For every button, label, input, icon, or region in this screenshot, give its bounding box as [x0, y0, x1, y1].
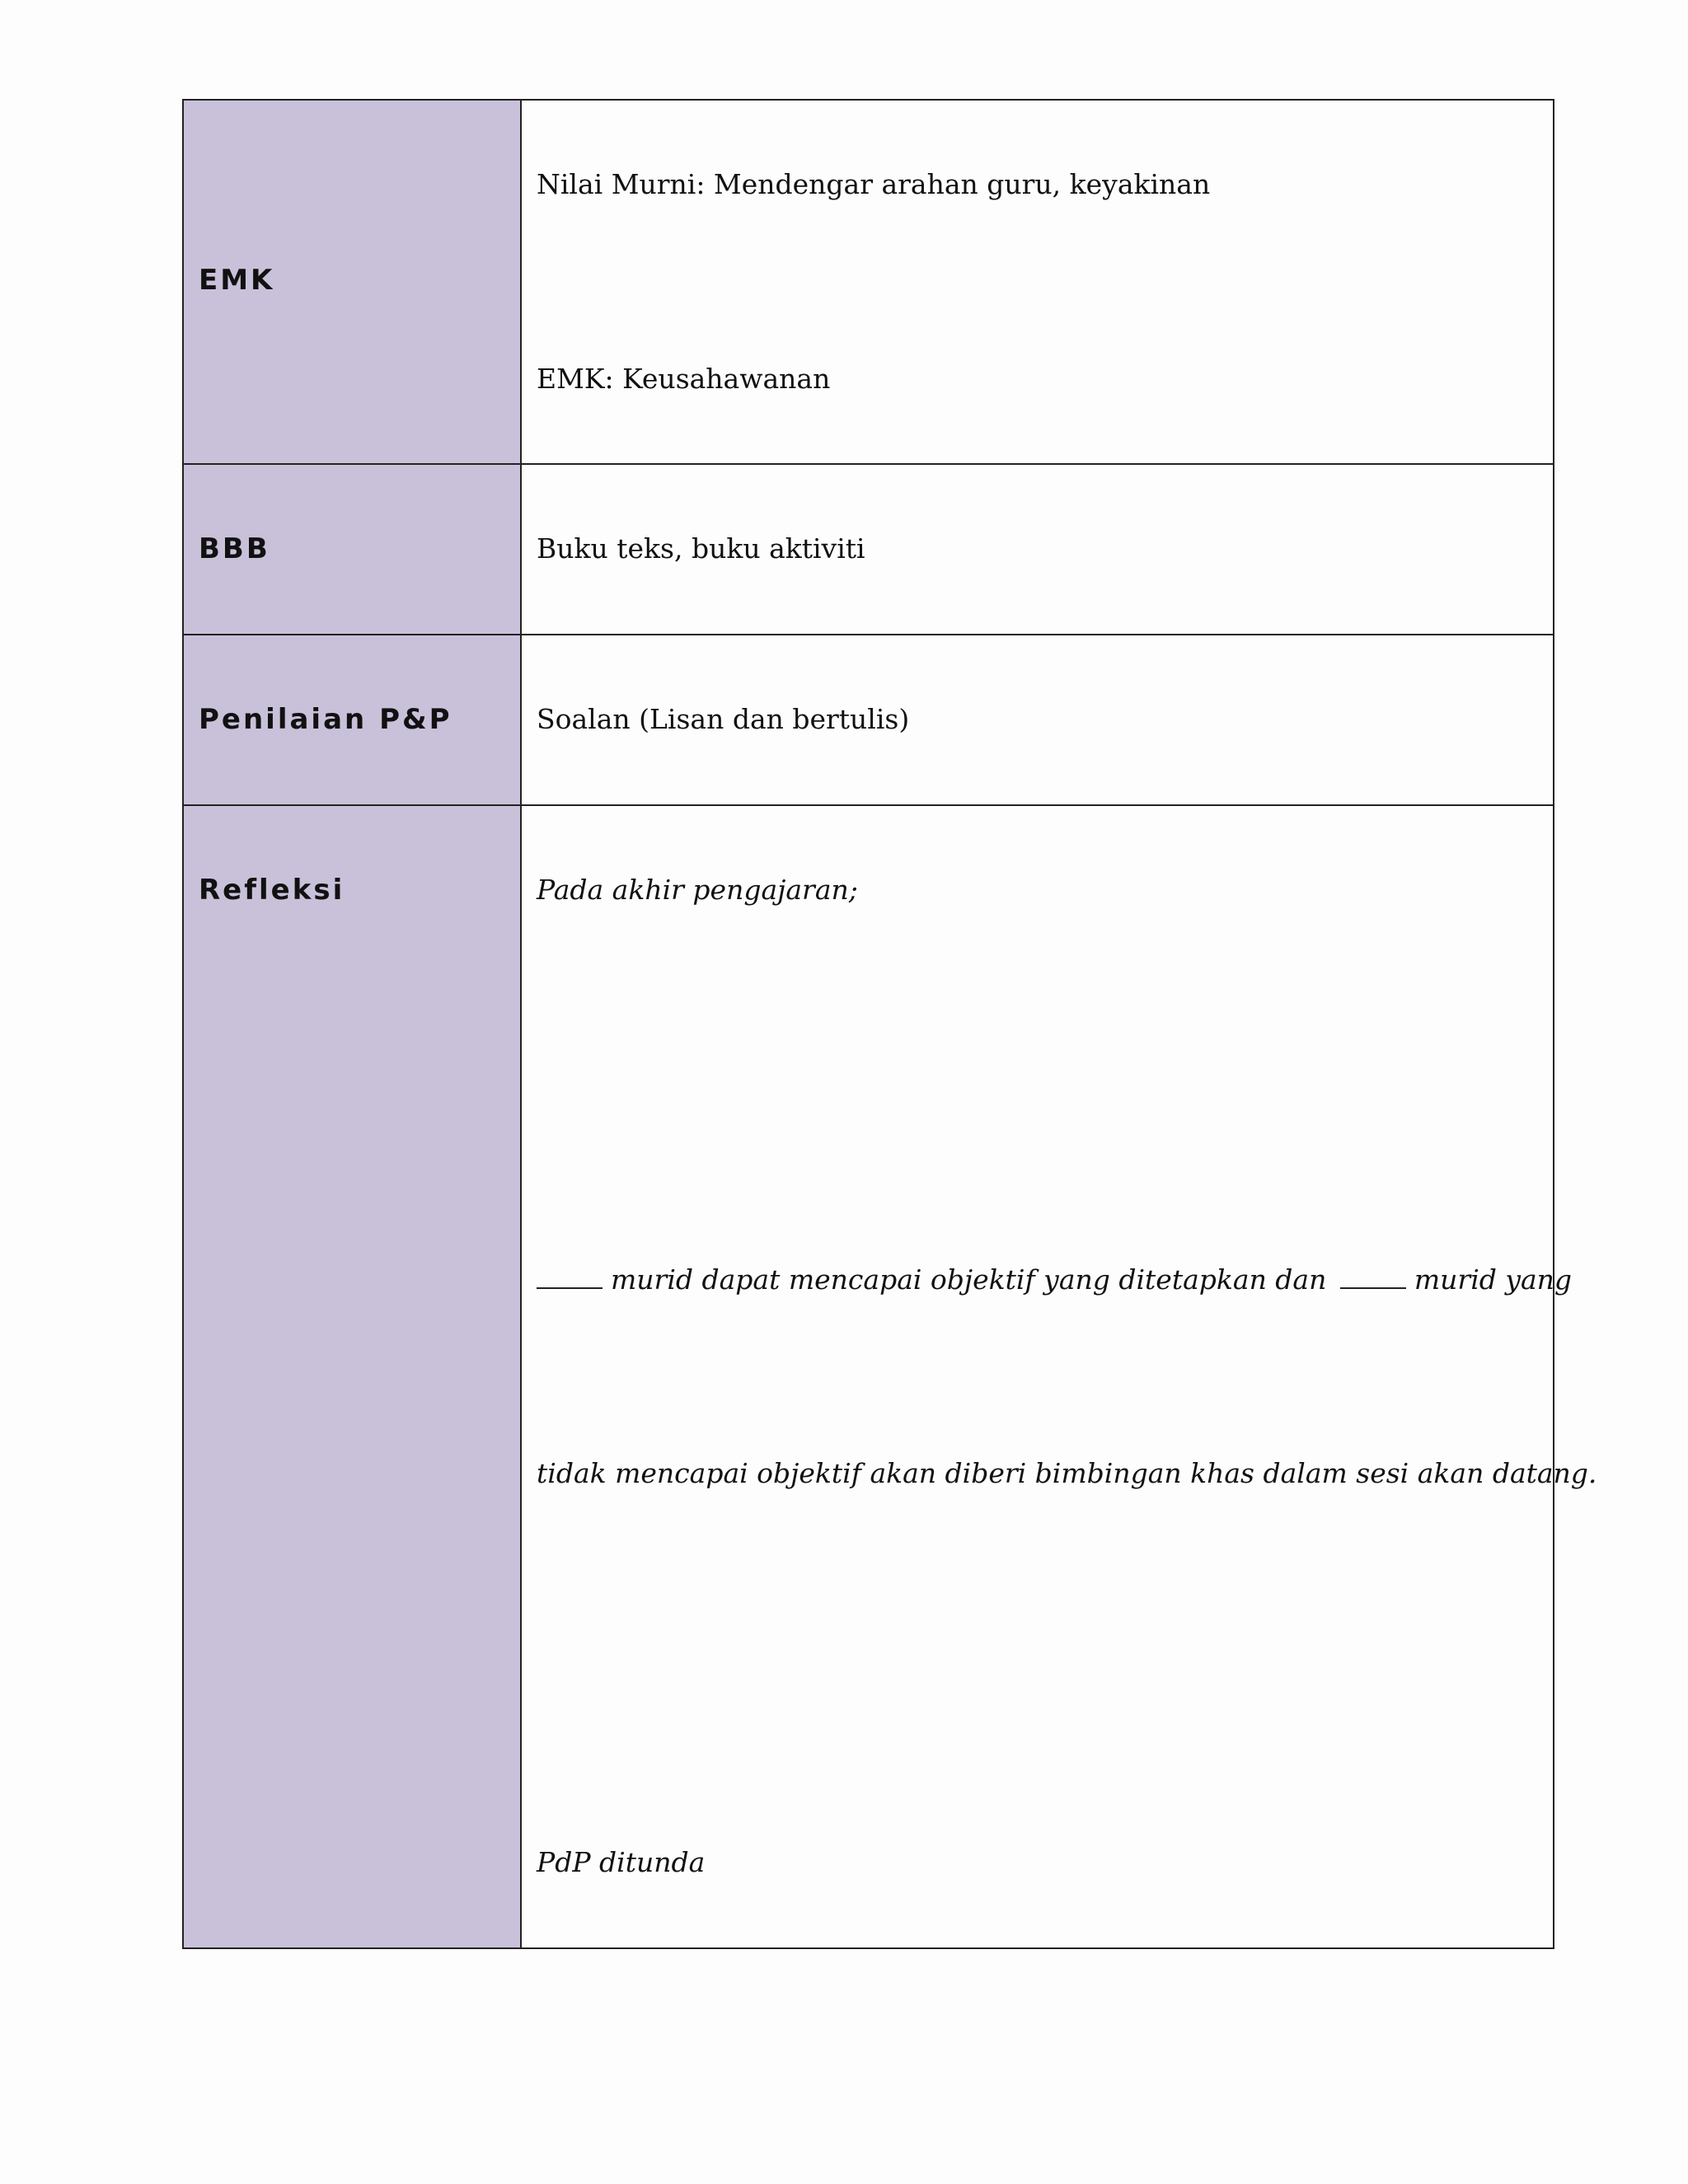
row-label-emk: EMK — [199, 264, 275, 297]
blank-line — [1340, 1263, 1406, 1289]
table-row-bbb — [183, 464, 1554, 635]
row-label-refleksi: Refleksi — [199, 874, 345, 907]
table-row-penilaian — [183, 635, 1554, 805]
refleksi-line-2: tidak mencapai objektif akan diberi bimbingan khas dalam sesi akan datang. — [537, 1457, 1597, 1489]
refleksi-line-1 — [537, 1263, 1572, 1296]
label-cell-bbb — [183, 464, 521, 635]
refleksi-line-1-part-2: murid yang — [1414, 1263, 1573, 1296]
label-cell-emk — [183, 100, 521, 464]
value-cell-bbb — [521, 464, 1554, 635]
row-label-penilaian: Penilaian P&P — [199, 703, 452, 736]
table-row-refleksi — [183, 805, 1554, 1948]
penilaian-value-text: Soalan (Lisan dan bertulis) — [537, 703, 910, 735]
label-cell-refleksi — [183, 805, 521, 1948]
table-row-emk — [183, 100, 1554, 464]
value-cell-penilaian — [521, 635, 1554, 805]
refleksi-footer-text: PdP ditunda — [537, 1846, 706, 1878]
refleksi-intro-text: Pada akhir pengajaran; — [537, 874, 858, 906]
label-cell-penilaian — [183, 635, 521, 805]
row-label-bbb: BBB — [199, 532, 270, 565]
refleksi-line-1-part-1: murid dapat mencapai objektif yang ditetapkan dan — [611, 1263, 1327, 1296]
emk-value-text: EMK: Keusahawanan — [537, 363, 831, 395]
blank-line — [537, 1263, 603, 1289]
value-cell-refleksi — [521, 805, 1597, 1948]
value-cell-emk — [521, 100, 1554, 464]
nilai-murni-text: Nilai Murni: Mendengar arahan guru, keyakinan — [537, 168, 1211, 200]
lesson-plan-table — [182, 99, 1597, 1949]
bbb-value-text: Buku teks, buku aktiviti — [537, 532, 865, 565]
